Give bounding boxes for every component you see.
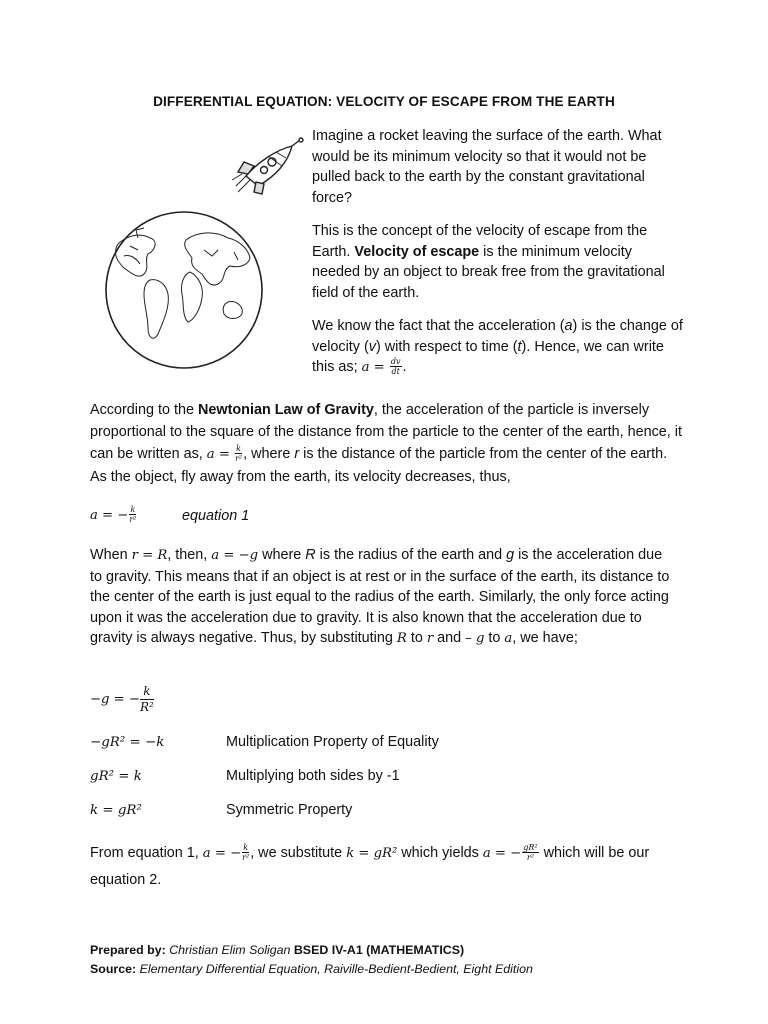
k-numerator: k xyxy=(236,444,242,454)
final-eq1-fraction xyxy=(242,843,249,863)
step-0-lhs: −g = − xyxy=(90,692,140,708)
sub-a: a xyxy=(504,631,513,646)
when-text-g: and xyxy=(433,630,466,646)
when-paragraph xyxy=(90,545,670,650)
dv-dt-fraction xyxy=(390,357,402,377)
newton-text-a: According to the xyxy=(90,402,198,418)
sub-neg-g: – g xyxy=(465,631,485,646)
final-sub-k: k = gR² xyxy=(346,846,398,861)
p3-end: . xyxy=(402,359,407,375)
final-text-a: From equation 1, xyxy=(90,845,203,861)
p3-text-a: We know the fact that the acceleration ( xyxy=(312,318,565,334)
p3-text-b: ) is the change of velocity ( xyxy=(312,318,683,355)
source-label: Source: xyxy=(90,962,137,976)
when-text-b: , then, xyxy=(167,547,212,563)
newton-text-d: is the distance of the particle from the center of the earth. As the object, fly away from the earth, its velocity decreases, thus, xyxy=(90,446,668,485)
p2-text-a: This is the concept of the velocity of escape from the Earth. xyxy=(312,223,648,260)
r2-denominator: r² xyxy=(235,454,243,464)
final-eq1-denominator: r² xyxy=(242,853,250,863)
newton-text-b: , the acceleration of the particle is inversely proportional to the square of the distance from the particle to the center of the earth, hence, it can be written as, xyxy=(90,402,682,462)
equation-1-row xyxy=(90,505,137,525)
final-eq2-numerator: gR² xyxy=(523,843,538,853)
var-v: v xyxy=(368,338,376,355)
step-0-numerator: k xyxy=(140,684,154,700)
p3-text-c: ) with respect to time ( xyxy=(375,338,518,355)
step-1-description: Multiplication Property of Equality xyxy=(226,734,439,750)
sub-R: R xyxy=(396,631,407,646)
page-title: DIFFERENTIAL EQUATION: VELOCITY OF ESCAPE FROM THE EARTH xyxy=(153,94,615,109)
equation-1-numerator: k xyxy=(130,505,136,514)
footer-source xyxy=(90,960,533,979)
var-g: g xyxy=(506,547,515,563)
intro-paragraph-2 xyxy=(312,221,676,303)
cond-a-equals-neg-g: a = −g xyxy=(211,548,259,563)
final-text-d: which will be our equation 2. xyxy=(90,845,650,888)
sub-r: r xyxy=(426,631,434,646)
step-0-fraction xyxy=(140,684,154,715)
final-text-c: which yields xyxy=(397,845,483,861)
intro-paragraph-3 xyxy=(312,316,684,379)
source-value: Elementary Differential Equation, Raiville-Bedient-Bedient, Eight Edition xyxy=(139,962,533,976)
final-eq1-numerator: k xyxy=(243,843,249,853)
when-text-i: , we have; xyxy=(512,630,578,646)
final-eq2-lhs: a = − xyxy=(482,846,522,861)
rocket-illustration xyxy=(228,136,308,198)
step-0-equation xyxy=(90,684,154,715)
final-eq2-fraction xyxy=(522,843,538,863)
newton-paragraph xyxy=(90,399,682,488)
dv-numerator: dv xyxy=(390,357,401,367)
dt-denominator: dt xyxy=(391,367,400,377)
final-text-b: , we substitute xyxy=(250,845,347,861)
intro-paragraph-1: Imagine a rocket leaving the surface of the earth. What would be its minimum velocity so that it would not be pulled back to the earth by the constant gravitational force? xyxy=(312,128,662,206)
p3-text-d: ). Hence, we can write this as; xyxy=(312,338,664,375)
var-a: a xyxy=(564,318,573,334)
cond-r-equals-R: r = R xyxy=(131,548,168,563)
newton-text-c: , where xyxy=(243,446,295,462)
final-paragraph xyxy=(90,840,680,893)
p2-text-b: is the minimum velocity needed by an object to break free from the gravitational field of the earth. xyxy=(312,243,665,301)
k-over-r2-lhs: a = xyxy=(206,447,235,462)
when-text-c: where xyxy=(258,547,306,563)
earth-globe-illustration xyxy=(78,210,300,370)
dv-dt-lhs: a = xyxy=(361,360,389,375)
step-0-denominator: R² xyxy=(139,700,154,714)
when-text-f: to xyxy=(406,630,427,646)
velocity-of-escape-term: Velocity of escape xyxy=(354,243,480,260)
final-eq2-denominator: r² xyxy=(526,853,534,863)
final-eq1-lhs: a = − xyxy=(202,846,242,861)
footer-prepared-by xyxy=(90,941,464,960)
var-r: r xyxy=(294,446,300,462)
prepared-by-course: BSED IV-A1 (MATHEMATICS) xyxy=(293,943,465,957)
when-text-e: is the acceleration due to gravity. This means that if an object is at rest or in the surface of the earth, its distance to the center of the earth is just equal to the radius of the earth. Similarly, the only force acting upon it was the acceleration due to gravity. It is also known that the acceleration due to gravity is always negative. Thus, by substituting xyxy=(90,547,670,646)
equation-1-label: equation 1 xyxy=(182,508,250,524)
step-2-equation: gR² = k xyxy=(90,769,142,784)
step-3-equation: k = gR² xyxy=(90,803,142,818)
var-R: R xyxy=(305,547,316,563)
newtonian-law-term: Newtonian Law of Gravity xyxy=(198,402,374,418)
step-1-equation: −gR² = −k xyxy=(90,735,165,750)
equation-1-lhs: a = − xyxy=(90,507,129,523)
var-t: t xyxy=(517,338,522,355)
prepared-by-label: Prepared by: xyxy=(90,943,166,957)
when-text-a: When xyxy=(90,547,132,563)
step-2-description: Multiplying both sides by -1 xyxy=(226,768,400,784)
prepared-by-name: Christian Elim Soligan xyxy=(169,943,291,957)
when-text-d: is the radius of the earth and xyxy=(315,547,507,563)
equation-1-denominator: r² xyxy=(129,515,137,524)
equation-1-fraction xyxy=(129,505,136,525)
step-3-description: Symmetric Property xyxy=(226,802,353,818)
k-over-r2-fraction xyxy=(235,444,242,464)
when-text-h: to xyxy=(484,630,505,646)
